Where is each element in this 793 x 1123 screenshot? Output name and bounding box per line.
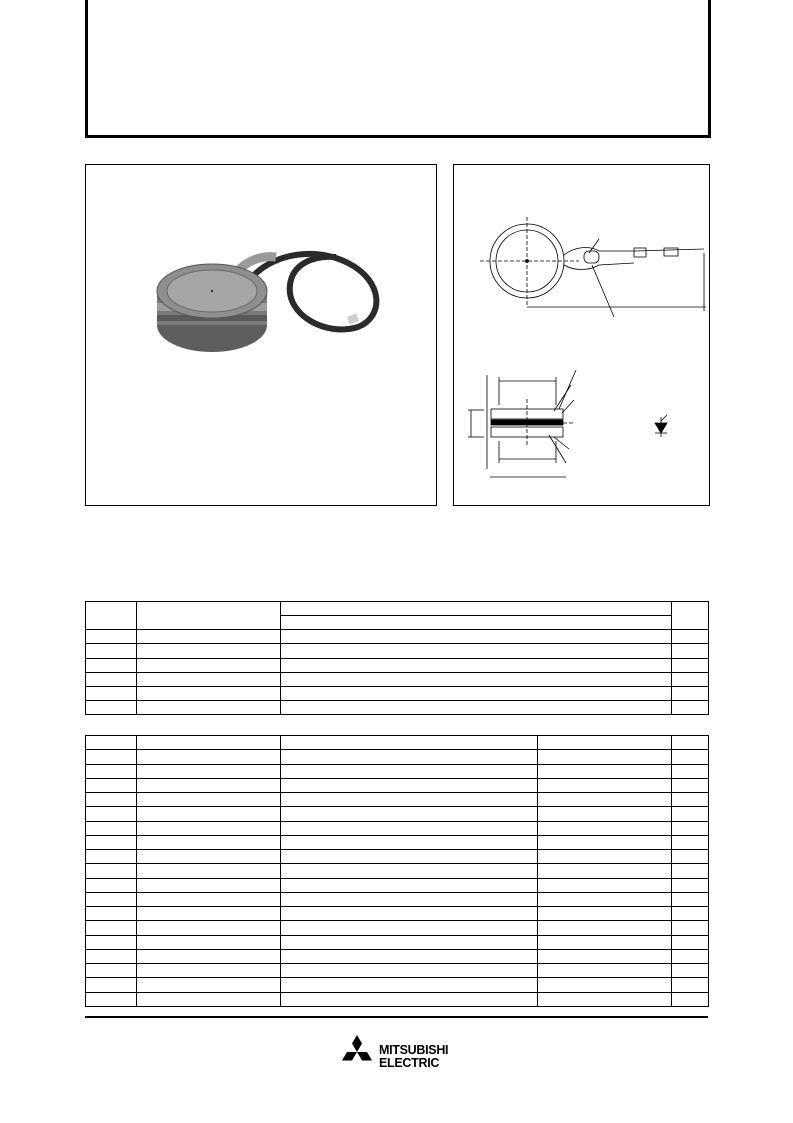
table-cell [86, 964, 137, 978]
table-row [86, 864, 709, 878]
table-cell [86, 907, 137, 921]
table-cell [672, 750, 709, 764]
table-cell [86, 793, 137, 807]
table-cell [86, 835, 137, 849]
logo-line-1: MITSUBISHI [379, 1043, 449, 1057]
outline-drawing-panel [453, 164, 710, 506]
table-cell [538, 978, 672, 992]
table-row [86, 630, 709, 644]
table-row [86, 949, 709, 963]
table-cell [672, 778, 709, 792]
characteristics-table [85, 735, 709, 1007]
table-cell [86, 949, 137, 963]
table-cell [86, 778, 137, 792]
table-cell [281, 764, 538, 778]
table-cell [281, 964, 538, 978]
table-cell [672, 793, 709, 807]
table-cell [137, 992, 281, 1006]
table-cell [672, 921, 709, 935]
table-cell [672, 736, 709, 750]
table-cell [281, 835, 538, 849]
table-cell [672, 878, 709, 892]
table-cell [538, 835, 672, 849]
table-cell [281, 949, 538, 963]
table-cell [86, 750, 137, 764]
table-cell [538, 736, 672, 750]
table-cell [137, 892, 281, 906]
ratings-table [85, 601, 709, 715]
table-cell [137, 750, 281, 764]
table-cell [538, 864, 672, 878]
table-cell [281, 907, 538, 921]
table-cell [137, 878, 281, 892]
table-cell [281, 807, 538, 821]
table-cell [86, 892, 137, 906]
table-cell [538, 892, 672, 906]
table-row [86, 892, 709, 906]
table-cell [672, 807, 709, 821]
table-row [86, 700, 709, 714]
table-cell [281, 602, 672, 616]
table-cell [538, 850, 672, 864]
table-cell [281, 850, 538, 864]
table-cell [137, 949, 281, 963]
table-cell [137, 835, 281, 849]
table-cell [538, 878, 672, 892]
table-row [86, 907, 709, 921]
table-cell [672, 602, 709, 630]
product-photo [86, 165, 436, 505]
table-cell [137, 602, 281, 630]
table-row [86, 686, 709, 700]
table-cell [281, 778, 538, 792]
table-row [86, 658, 709, 672]
table-cell [672, 821, 709, 835]
table-cell [538, 750, 672, 764]
logo-line-2: ELECTRIC [379, 1056, 440, 1070]
table-cell [86, 764, 137, 778]
table-cell [672, 835, 709, 849]
table-cell [672, 992, 709, 1006]
table-row [86, 736, 709, 750]
table-cell [672, 935, 709, 949]
table-row [86, 935, 709, 949]
table-cell [137, 964, 281, 978]
table-cell [86, 978, 137, 992]
table-cell [672, 907, 709, 921]
table-cell [281, 864, 538, 878]
table-cell [137, 807, 281, 821]
table-cell [86, 921, 137, 935]
table-row [86, 778, 709, 792]
table-cell [281, 793, 538, 807]
table-cell [538, 964, 672, 978]
table-cell [86, 736, 137, 750]
table-cell [672, 892, 709, 906]
table-cell [137, 778, 281, 792]
table-row [86, 821, 709, 835]
table-cell [538, 949, 672, 963]
product-photo-panel [85, 164, 437, 506]
table-cell [137, 793, 281, 807]
table-cell [86, 807, 137, 821]
table-cell [86, 935, 137, 949]
table-cell [672, 864, 709, 878]
table-cell [281, 616, 672, 630]
table-cell [86, 864, 137, 878]
table-cell [137, 921, 281, 935]
table-cell [86, 992, 137, 1006]
table-row [86, 764, 709, 778]
table-cell [281, 978, 538, 992]
table-cell [137, 864, 281, 878]
table-cell [281, 821, 538, 835]
header-frame [85, 0, 711, 138]
outline-drawing [454, 165, 709, 505]
table-cell [672, 850, 709, 864]
table-cell [538, 778, 672, 792]
table-cell [538, 821, 672, 835]
table-cell [86, 602, 137, 630]
table-cell [137, 736, 281, 750]
table-row [86, 964, 709, 978]
footer-rule [85, 1016, 708, 1018]
table-cell [538, 807, 672, 821]
table-cell [538, 921, 672, 935]
table-cell [281, 992, 538, 1006]
table-row [86, 850, 709, 864]
table-cell [137, 850, 281, 864]
table-row [86, 807, 709, 821]
table-cell [281, 921, 538, 935]
table-cell [672, 964, 709, 978]
table-cell [281, 736, 538, 750]
table-cell [86, 821, 137, 835]
three-diamonds-icon [339, 1034, 375, 1070]
table-row [86, 672, 709, 686]
table-cell [86, 878, 137, 892]
table-row [86, 992, 709, 1006]
table-row [86, 878, 709, 892]
table-cell [538, 935, 672, 949]
table-cell [538, 907, 672, 921]
table-cell [538, 992, 672, 1006]
table-row [86, 978, 709, 992]
table-cell [137, 907, 281, 921]
table-cell [672, 978, 709, 992]
table-row [86, 793, 709, 807]
table-cell [137, 764, 281, 778]
table-cell [137, 978, 281, 992]
table-cell [281, 892, 538, 906]
table-cell [672, 949, 709, 963]
table-cell [538, 764, 672, 778]
table-row [86, 921, 709, 935]
table-cell [137, 935, 281, 949]
table-cell [86, 850, 137, 864]
table-cell [137, 821, 281, 835]
table-row [86, 835, 709, 849]
table-cell [538, 793, 672, 807]
table-row [86, 644, 709, 658]
table-cell [281, 935, 538, 949]
table-cell [281, 750, 538, 764]
company-logo [339, 1034, 469, 1072]
table-cell [672, 764, 709, 778]
table-cell [281, 878, 538, 892]
table-row [86, 750, 709, 764]
